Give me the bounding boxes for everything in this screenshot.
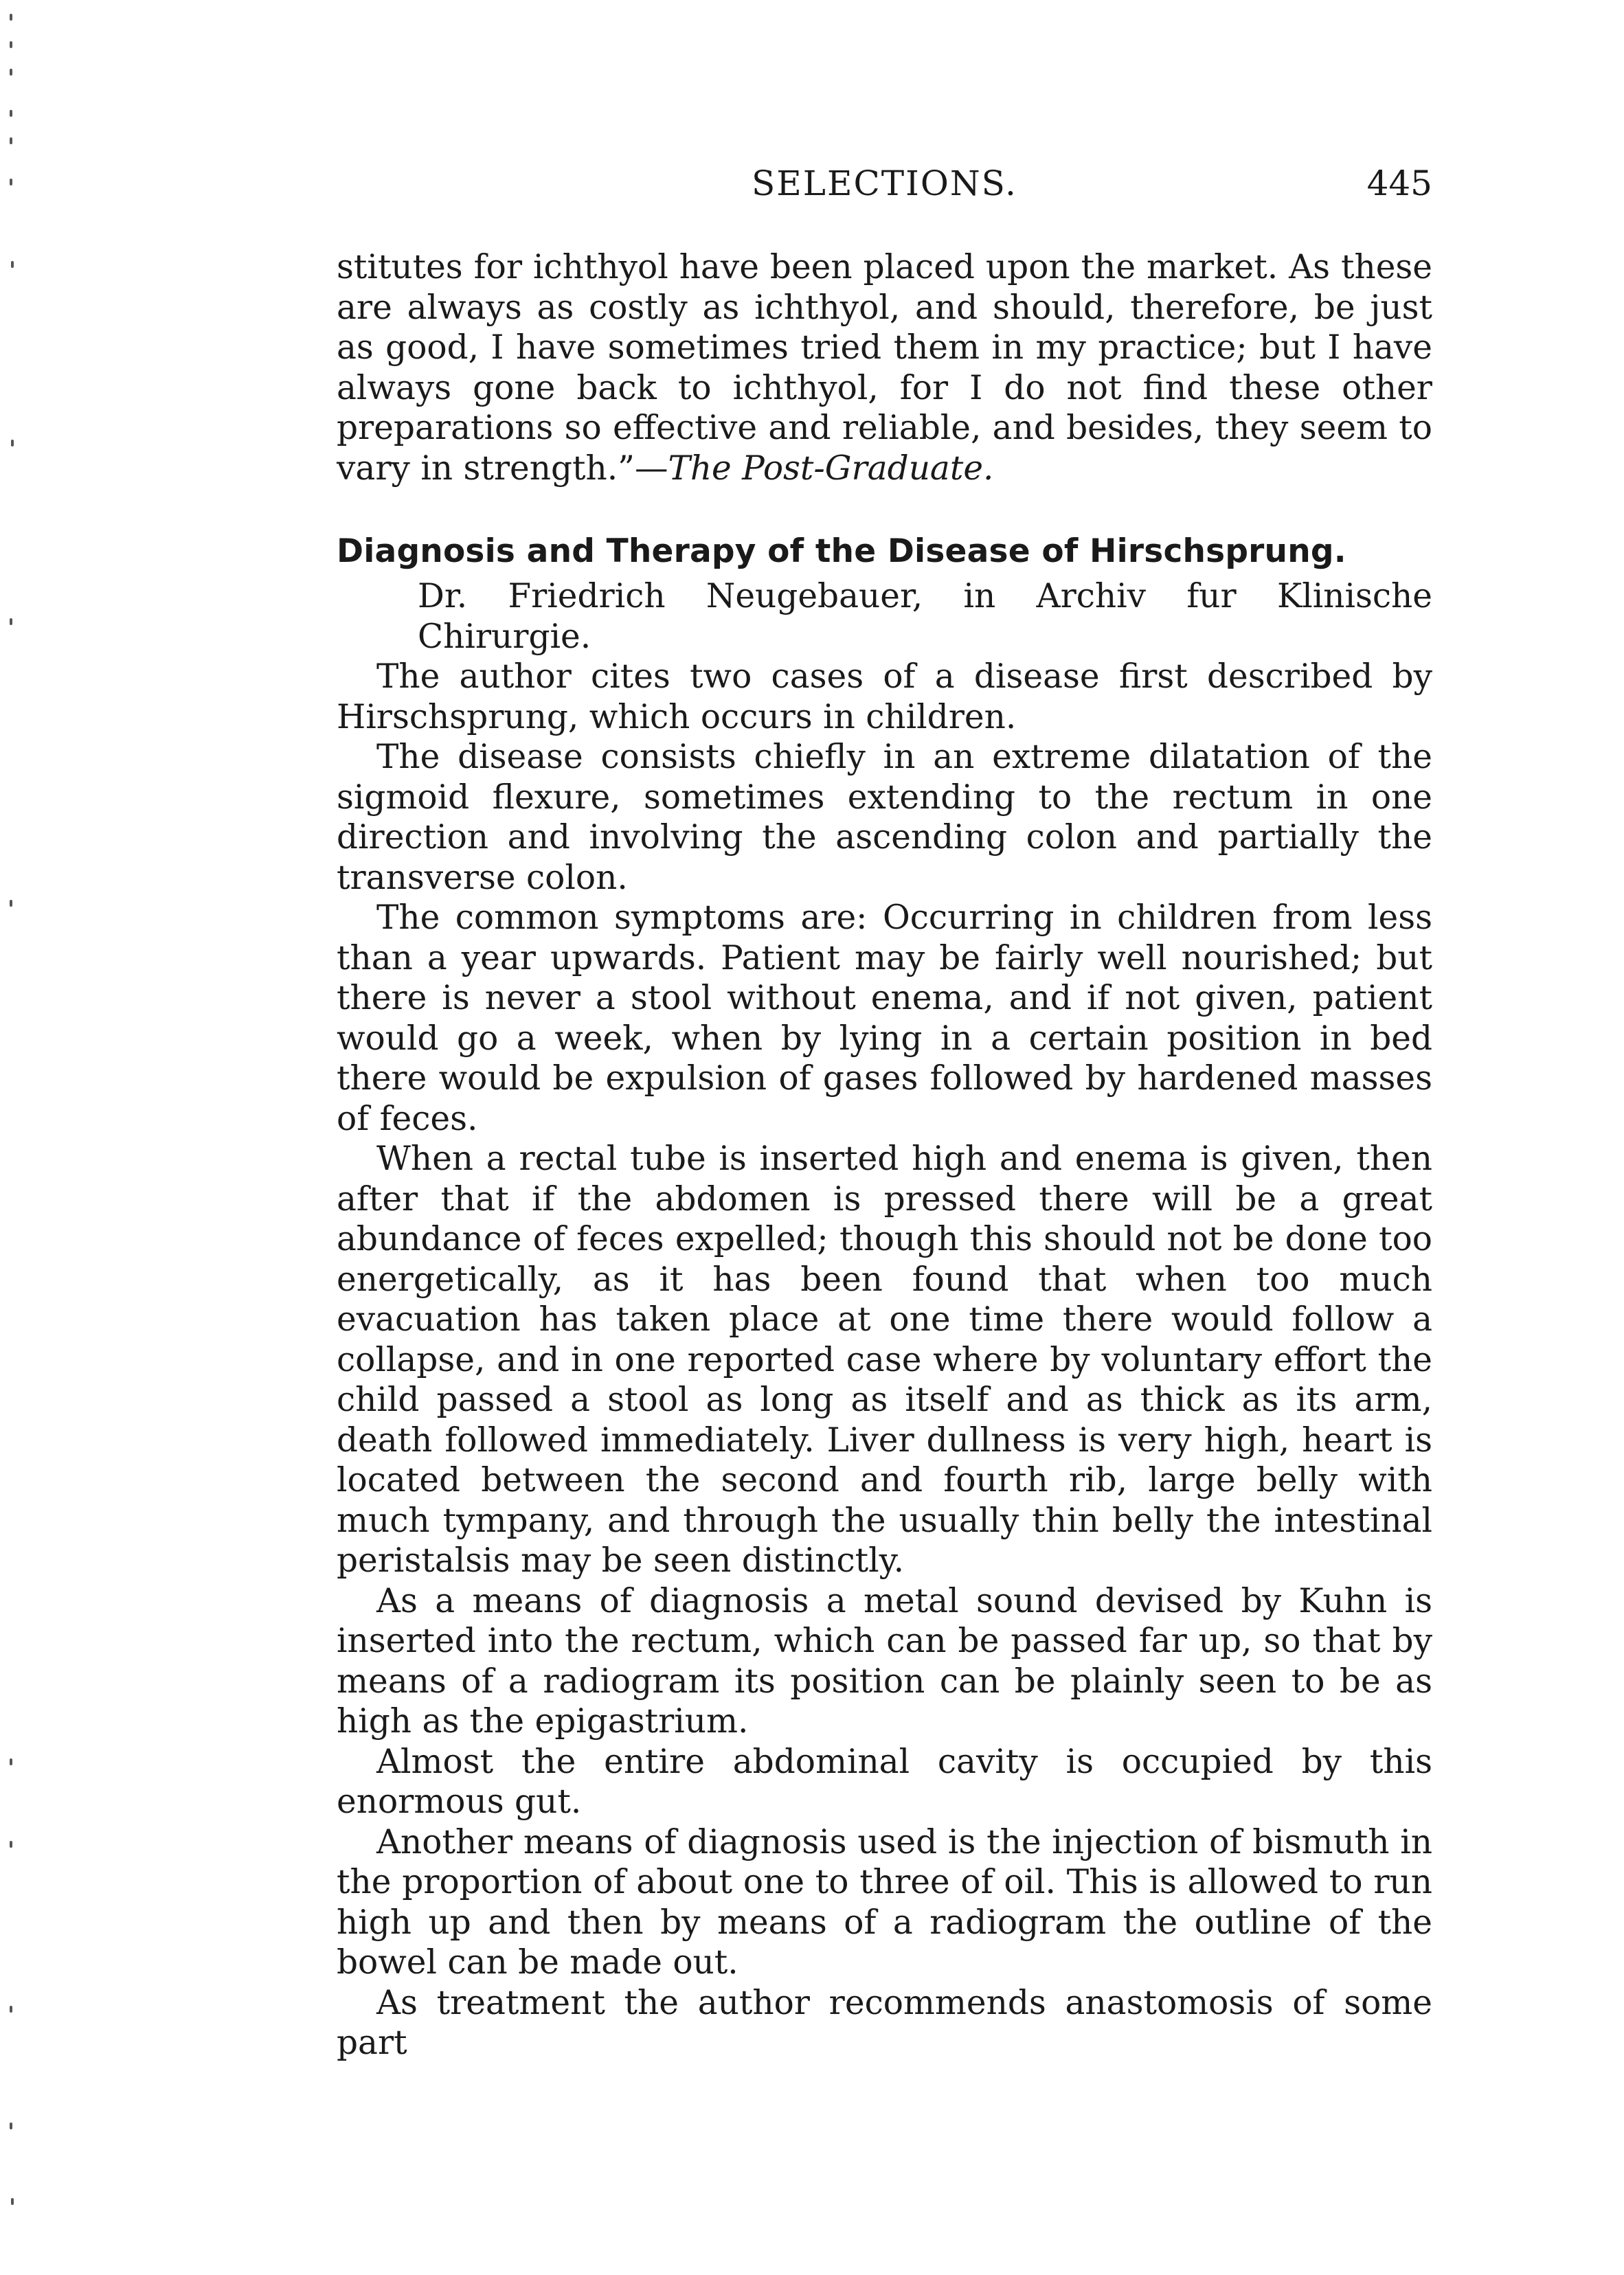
continuation-paragraph [337, 247, 1432, 488]
running-title: SELECTIONS. [752, 163, 1017, 203]
scan-margin-marks [0, 0, 41, 2275]
continuation-text: stitutes for ichthyol have been placed upon the market. As these are always as costly as ichthyol, and should, therefore, be just as good, I have sometimes tried them in my practice; but I have always gone back to ichthyol, for I do not find these other preparations so effective and reliable, and besides, they seem to vary in strength.”— [337, 248, 1432, 488]
running-head [337, 163, 1432, 212]
article-paragraph: When a rectal tube is inserted high and enema is given, then after that if the abdomen is pressed there will be a great abundance of feces expelled; though this should not be done too energetically, as it has been found that when too much evacuation has taken place at one time there would follow a collapse, and in one reported case where by voluntary effort the child passed a stool as long as itself and as thick as its arm, death followed immediately. Liver dullness is very high, heart is located between the second and fourth rib, large belly with much tympany, and through the usually thin belly the intestinal peristalsis may be seen distinctly. [337, 1140, 1432, 1580]
section-gap [337, 488, 1432, 531]
article-byline: Dr. Friedrich Neugebauer, in Archiv fur Klinische Chirurgie. [418, 577, 1432, 656]
article-paragraph: The common symptoms are: Occurring in children from less than a year upwards. Patient may be fairly well nourished; but there is never a stool without enema, and if not given, patient would go a week, when by lying in a certain position in bed there would be expulsion of gases followed by hardened masses of feces. [337, 898, 1432, 1138]
article-paragraph: The author cites two cases of a disease first described by Hirschsprung, which occurs in children. [337, 657, 1432, 736]
source-citation: The Post-Graduate. [668, 449, 994, 488]
article-paragraph: The disease consists chiefly in an extreme dilatation of the sigmoid flexure, sometimes extending to the rectum in one direction and involving the ascending colon and partially the transverse colon. [337, 738, 1432, 897]
page-number: 445 [1366, 163, 1432, 203]
article-heading: Diagnosis and Therapy of the Disease of Hirschsprung. [337, 532, 1346, 570]
article-paragraph: As a means of diagnosis a metal sound devised by Kuhn is inserted into the rectum, which can be passed far up, so that by means of a radiogram its position can be plainly seen to be as high as the epigastrium. [337, 1581, 1432, 1741]
body-text [337, 247, 1432, 2063]
article-paragraph: Almost the entire abdominal cavity is occupied by this enormous gut. [337, 1742, 1432, 1821]
article-paragraph: As treatment the author recommends anastomosis of some part [337, 1983, 1432, 2062]
article-paragraph: Another means of diagnosis used is the injection of bismuth in the proportion of about one to three of oil. This is allowed to run high up and then by means of a radiogram the outline of the bowel can be made out. [337, 1822, 1432, 1982]
